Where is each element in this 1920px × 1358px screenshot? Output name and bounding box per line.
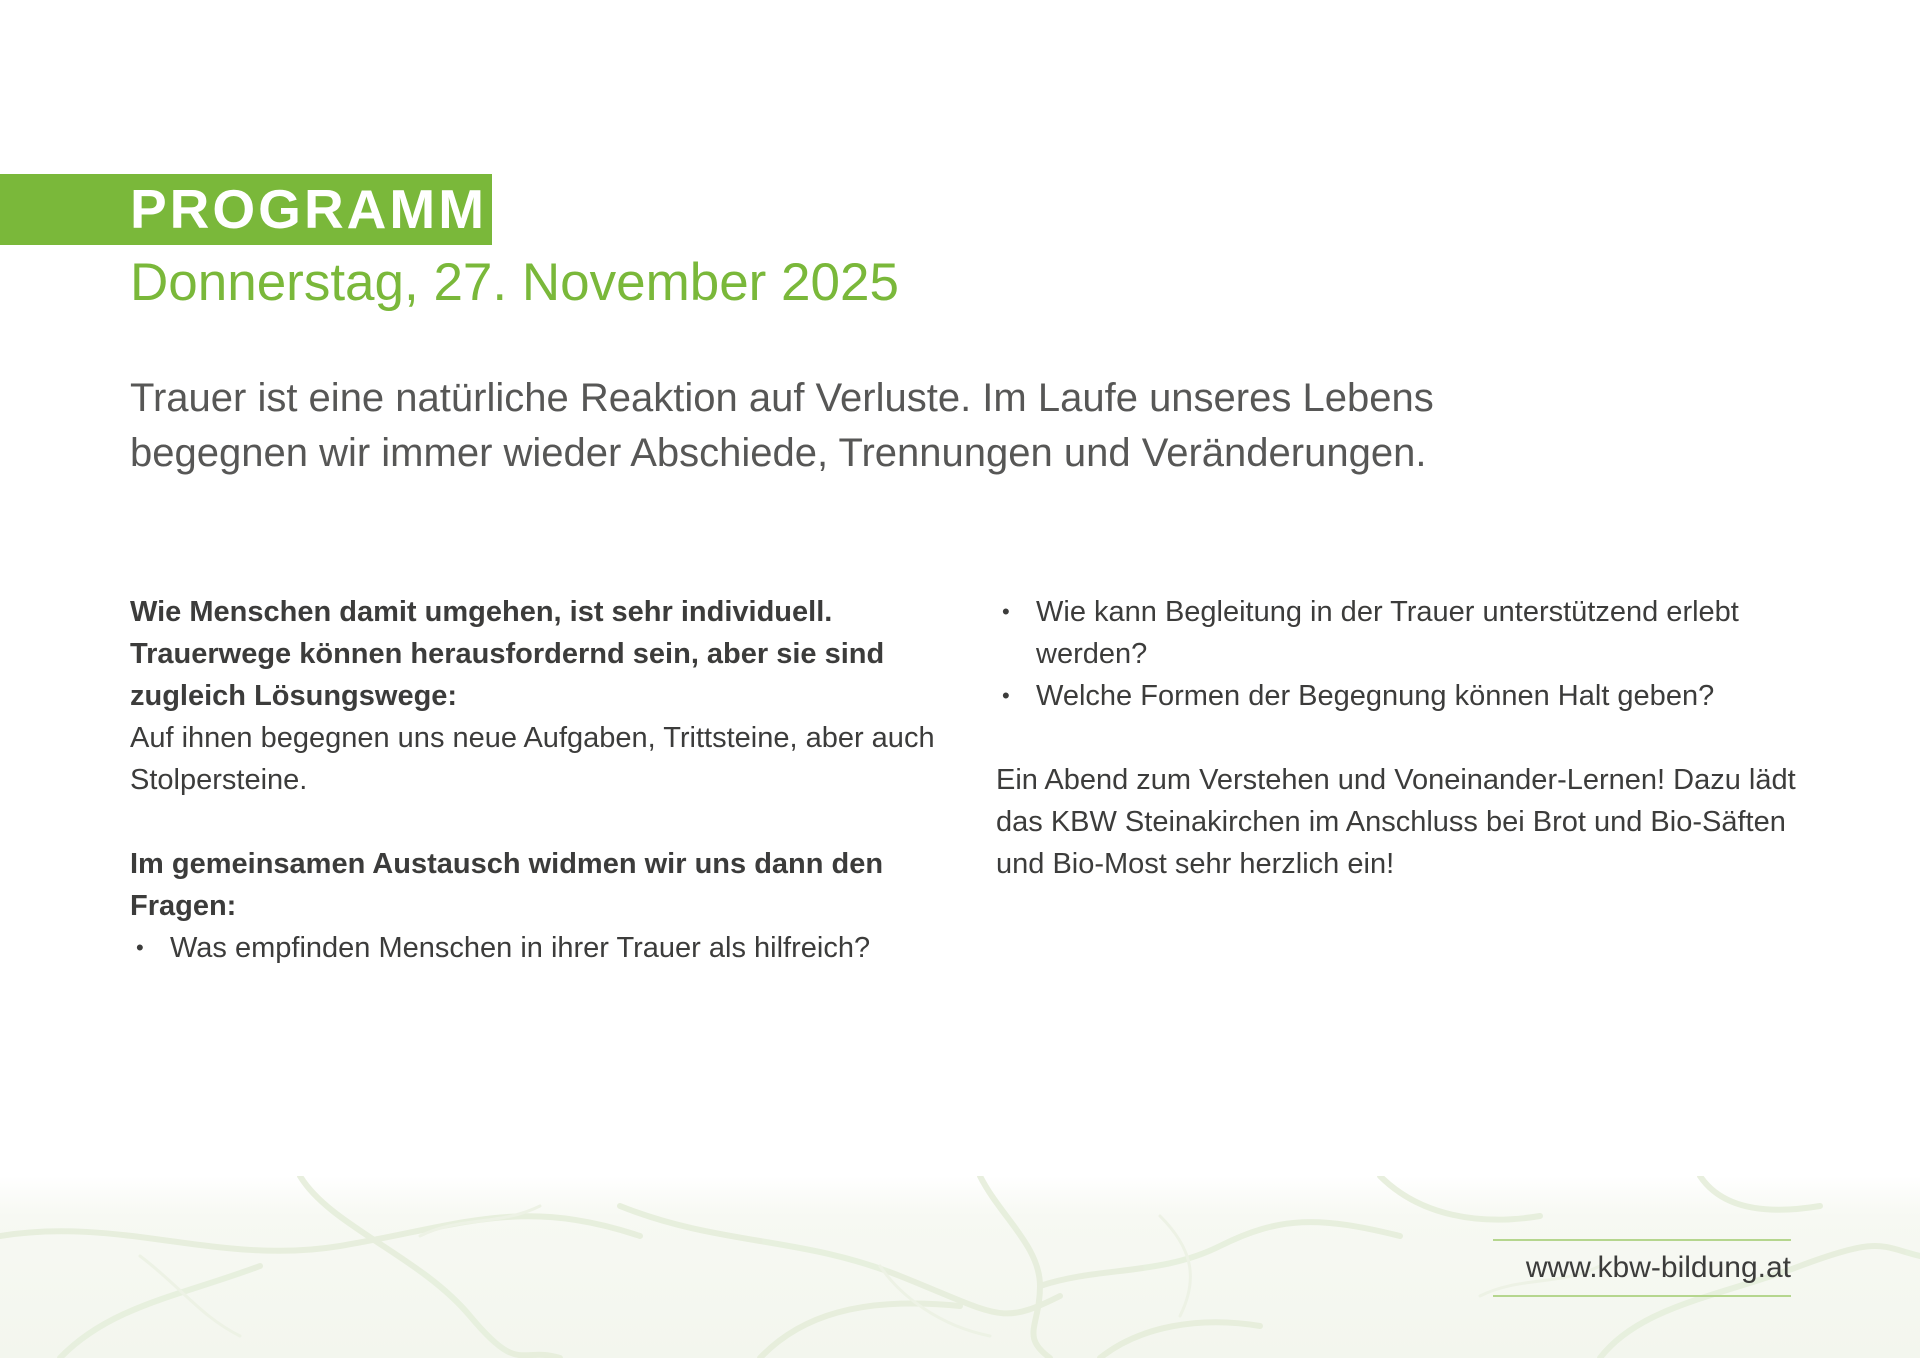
bullet-dot-icon: • <box>1002 599 1010 624</box>
spacer <box>130 801 940 843</box>
right-bullet-list <box>996 591 1836 717</box>
left-paragraph1-bold: Wie Menschen damit umgehen, ist sehr individuell. Trauerwege können herausfordernd sein, aber sie sind zugleich Lösungswege: <box>130 596 885 712</box>
left-paragraph2-bold: Im gemeinsamen Austausch widmen wir uns dann den Fragen: <box>130 848 884 922</box>
left-paragraph1-text: Auf ihnen begegnen uns neue Aufgaben, Trittsteine, aber auch Stolpersteine. <box>130 722 935 796</box>
right-column <box>996 591 1836 885</box>
bullet-dot-icon: • <box>136 935 144 960</box>
list-item-text: Wie kann Begleitung in der Trauer unterstützend erlebt werden? <box>1036 596 1739 670</box>
list-item <box>130 927 940 969</box>
list-item-text: Was empfinden Menschen in ihrer Trauer als hilfreich? <box>170 932 871 964</box>
closing-paragraph: Ein Abend zum Verstehen und Voneinander-Lernen! Dazu lädt das KBW Steinakirchen im Anschluss bei Brot und Bio-Säften und Bio-Most sehr herzlich ein! <box>996 764 1796 880</box>
event-date: Donnerstag, 27. November 2025 <box>130 253 899 312</box>
bullet-dot-icon: • <box>1002 683 1010 708</box>
left-column <box>130 591 940 969</box>
banner-label: PROGRAMM <box>130 178 488 240</box>
programm-banner <box>0 174 492 245</box>
left-bullet-list <box>130 927 940 969</box>
list-item <box>996 591 1836 675</box>
footer-website-link[interactable]: www.kbw-bildung.at <box>1493 1239 1791 1297</box>
list-item-text: Welche Formen der Begegnung können Halt geben? <box>1036 680 1715 712</box>
spacer <box>996 717 1836 759</box>
list-item <box>996 675 1836 717</box>
intro-paragraph: Trauer ist eine natürliche Reaktion auf Verluste. Im Laufe unseres Lebens begegnen wir immer wieder Abschiede, Trennungen und Veränderungen. <box>130 376 1434 475</box>
